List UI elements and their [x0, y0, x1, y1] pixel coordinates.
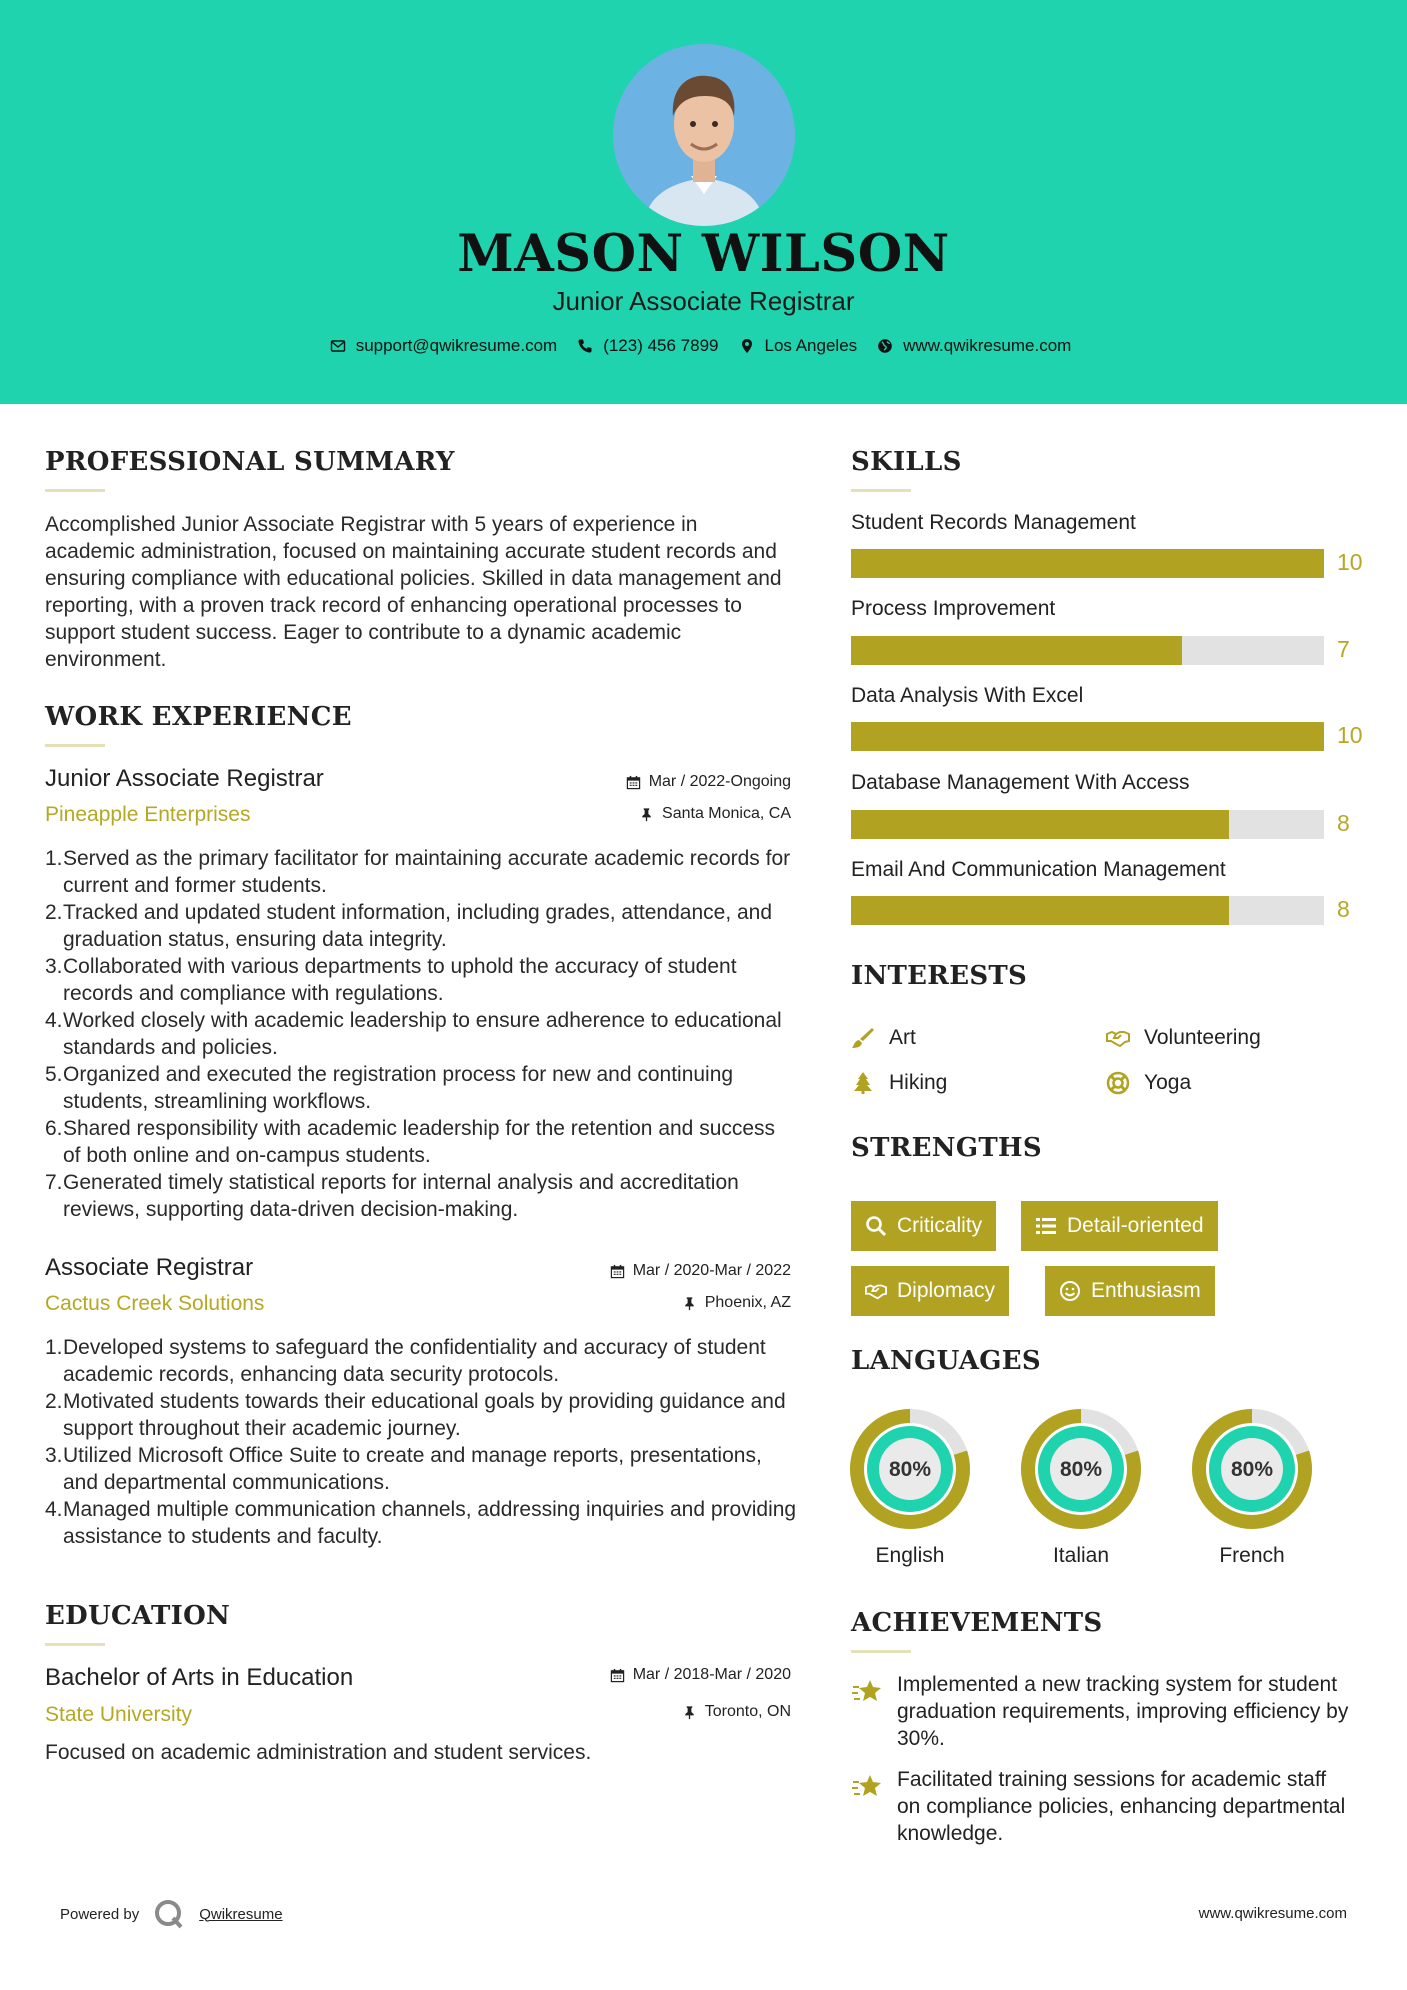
- candidate-name: MASON WILSON: [457, 224, 950, 284]
- skill-bar-fill: [851, 722, 1324, 751]
- strengths-heading: STRENGTHS: [851, 1133, 1042, 1163]
- skill-name: Database Management With Access: [851, 771, 1190, 794]
- job-location-text: Phoenix, AZ: [704, 1294, 791, 1311]
- interests-heading: INTERESTS: [851, 961, 1028, 991]
- school-name: State University: [45, 1703, 193, 1726]
- summary-text: Accomplished Junior Associate Registrar with 5 years of experience in academic administration, focused on maintaining accurate student records and ensuring compliance with educational policies. Skilled in data management and reporting, with a proven track record of enhancing operational processes to support student success. Eager to contribute to a dynamic academic environment.: [45, 513, 782, 671]
- language-ring: [1020, 1408, 1142, 1530]
- list-item: 7. Generated timely statistical reports for internal analysis and accreditation reviews, supporting data-driven decision-making.: [45, 1171, 739, 1221]
- list-item: 1. Developed systems to safeguard the confidentiality and accuracy of student academic records, enhancing data security protocols.: [45, 1336, 766, 1386]
- language-percent: 80%: [1059, 1458, 1103, 1481]
- education-heading: EDUCATION: [45, 1601, 231, 1631]
- pushpin-icon: [682, 1705, 697, 1720]
- job-dates-text: Mar / 2020-Mar / 2022: [632, 1262, 791, 1279]
- footer-powered-by: [60, 1898, 283, 1930]
- website-text: www.qwikresume.com: [903, 336, 1072, 355]
- education-dates: [610, 1666, 791, 1684]
- skill-bar-fill: [851, 549, 1324, 578]
- calendar-icon: [610, 1264, 625, 1279]
- languages-heading: LANGUAGES: [851, 1346, 1041, 1376]
- phone-icon: [577, 338, 593, 354]
- skill-name: Data Analysis With Excel: [851, 684, 1084, 707]
- list-item: 3. Collaborated with various departments to uphold the accuracy of student records and compliance with regulations.: [45, 955, 737, 1005]
- degree-title: Bachelor of Arts in Education: [45, 1664, 354, 1691]
- job-location: [682, 1294, 791, 1312]
- section-divider: [45, 744, 105, 747]
- section-divider: [851, 1650, 911, 1653]
- job-bullets: [45, 1334, 797, 1550]
- contact-location: [739, 336, 858, 356]
- smile-icon: [1059, 1280, 1081, 1302]
- interest-label: Yoga: [1144, 1071, 1192, 1094]
- job-title: Associate Registrar: [45, 1254, 254, 1281]
- skill-name: Email And Communication Management: [851, 858, 1226, 881]
- achievement-item: [851, 1671, 1351, 1752]
- strength-label: Diplomacy: [897, 1279, 996, 1302]
- map-pin-icon: [739, 338, 755, 354]
- achievements-heading: ACHIEVEMENTS: [851, 1608, 1103, 1638]
- job-location-text: Santa Monica, CA: [662, 805, 791, 822]
- skill-bar-fill: [851, 896, 1229, 925]
- skill-value: 7: [1337, 636, 1350, 662]
- list-item: 4. Worked closely with academic leadership to ensure adherence to educational standards and policies.: [45, 1009, 782, 1059]
- skill-value: 10: [1337, 549, 1363, 575]
- job-dates: [626, 773, 791, 791]
- phone-text: (123) 456 7899: [603, 336, 719, 355]
- achievement-item: [851, 1766, 1351, 1847]
- contact-bar: [0, 336, 1407, 356]
- contact-phone[interactable]: [577, 336, 718, 356]
- job-title: Junior Associate Registrar: [45, 765, 324, 792]
- candidate-title: Junior Associate Registrar: [552, 286, 855, 316]
- education-location: [682, 1703, 791, 1721]
- list-item: 6. Shared responsibility with academic leadership for the retention and success of both online and on-campus students.: [45, 1117, 776, 1167]
- list-item: 3. Utilized Microsoft Office Suite to create and manage reports, presentations, and departmental communications.: [45, 1444, 762, 1494]
- star-medal-icon: [851, 1677, 883, 1707]
- skill-name: Process Improvement: [851, 597, 1056, 620]
- search-icon: [865, 1215, 887, 1237]
- list-item: 2. Tracked and updated student information, including grades, attendance, and graduation status, ensuring data integrity.: [45, 901, 773, 951]
- location-text: Los Angeles: [764, 336, 858, 355]
- contact-website[interactable]: [877, 336, 1071, 356]
- skill-bar: [851, 896, 1324, 925]
- star-medal-icon: [851, 1772, 883, 1802]
- language-percent: 80%: [888, 1458, 932, 1481]
- experience-heading: WORK EXPERIENCE: [45, 702, 352, 732]
- globe-icon: [877, 338, 893, 354]
- pushpin-icon: [639, 807, 654, 822]
- interest-item: [1106, 1071, 1191, 1095]
- list-item: 2. Motivated students towards their educational goals by providing guidance and support throughout their academic journey.: [45, 1390, 786, 1440]
- company-name: Pineapple Enterprises: [45, 803, 251, 826]
- job-bullets: [45, 845, 797, 1223]
- paintbrush-icon: [851, 1026, 875, 1050]
- achievement-text: Facilitated training sessions for academic staff on compliance policies, enhancing departmental knowledge.: [897, 1768, 1346, 1845]
- strength-badge: [851, 1266, 1009, 1316]
- section-divider: [45, 489, 105, 492]
- language-ring: [849, 1408, 971, 1530]
- interest-label: Hiking: [889, 1071, 948, 1094]
- language-name: English: [875, 1544, 945, 1567]
- job-dates-text: Mar / 2022-Ongoing: [648, 773, 791, 790]
- handshake-icon: [1106, 1026, 1130, 1050]
- language-item: [1020, 1408, 1142, 1568]
- qwikresume-logo-icon: [153, 1898, 185, 1930]
- interest-item: [851, 1026, 916, 1050]
- calendar-icon: [610, 1668, 625, 1683]
- list-icon: [1035, 1215, 1057, 1237]
- section-divider: [851, 489, 911, 492]
- language-ring: [1191, 1408, 1313, 1530]
- strength-badge: [1045, 1266, 1215, 1316]
- section-divider: [45, 1643, 105, 1646]
- summary-heading: PROFESSIONAL SUMMARY: [45, 447, 455, 477]
- language-name: French: [1219, 1544, 1285, 1567]
- strength-badge: [851, 1201, 996, 1251]
- language-percent: 80%: [1230, 1458, 1274, 1481]
- brand-link[interactable]: Qwikresume: [199, 1905, 283, 1923]
- tree-icon: [851, 1071, 875, 1095]
- language-item: [1191, 1408, 1313, 1568]
- interest-label: Volunteering: [1144, 1026, 1261, 1049]
- calendar-icon: [626, 775, 641, 790]
- skill-bar: [851, 549, 1324, 578]
- company-name: Cactus Creek Solutions: [45, 1292, 265, 1315]
- email-text: support@qwikresume.com: [355, 336, 558, 355]
- skill-bar-fill: [851, 636, 1182, 665]
- handshake-icon: [865, 1280, 887, 1302]
- job-dates: [610, 1262, 791, 1280]
- skill-bar-fill: [851, 810, 1229, 839]
- powered-by-text: Powered by: [60, 1905, 140, 1923]
- education-dates-text: Mar / 2018-Mar / 2020: [632, 1666, 791, 1683]
- skill-name: Student Records Management: [851, 511, 1136, 534]
- strength-label: Detail-oriented: [1067, 1214, 1204, 1237]
- list-item: 5. Organized and executed the registration process for new and continuing students, streamlining workflows.: [45, 1063, 734, 1113]
- skill-value: 8: [1337, 896, 1350, 922]
- list-item: 1. Served as the primary facilitator for maintaining accurate academic records for current and former students.: [45, 847, 791, 897]
- envelope-icon: [330, 338, 346, 354]
- job-location: [639, 805, 791, 823]
- interest-label: Art: [889, 1026, 916, 1049]
- skill-value: 8: [1337, 810, 1350, 836]
- skill-bar: [851, 636, 1324, 665]
- language-item: [849, 1408, 971, 1568]
- list-item: 4. Managed multiple communication channels, addressing inquiries and providing assistance to students and faculty.: [45, 1498, 797, 1548]
- header-banner: [0, 0, 1407, 404]
- language-name: Italian: [1052, 1544, 1110, 1567]
- strength-badge: [1021, 1201, 1218, 1251]
- skill-value: 10: [1337, 722, 1363, 748]
- strength-label: Criticality: [897, 1214, 983, 1237]
- interest-item: [851, 1071, 947, 1095]
- pushpin-icon: [682, 1296, 697, 1311]
- education-location-text: Toronto, ON: [704, 1703, 791, 1720]
- strength-label: Enthusiasm: [1091, 1279, 1201, 1302]
- avatar: [613, 44, 795, 226]
- education-description: Focused on academic administration and student services.: [45, 1741, 592, 1764]
- profile-photo: [613, 44, 795, 226]
- skill-bar: [851, 722, 1324, 751]
- skills-heading: SKILLS: [851, 447, 962, 477]
- footer-url[interactable]: www.qwikresume.com: [1198, 1905, 1347, 1922]
- interest-item: [1106, 1026, 1261, 1050]
- contact-email[interactable]: [330, 336, 558, 356]
- skill-bar: [851, 810, 1324, 839]
- lifebuoy-icon: [1106, 1071, 1130, 1095]
- achievement-text: Implemented a new tracking system for student graduation requirements, improving efficiency by 30%.: [897, 1673, 1349, 1750]
